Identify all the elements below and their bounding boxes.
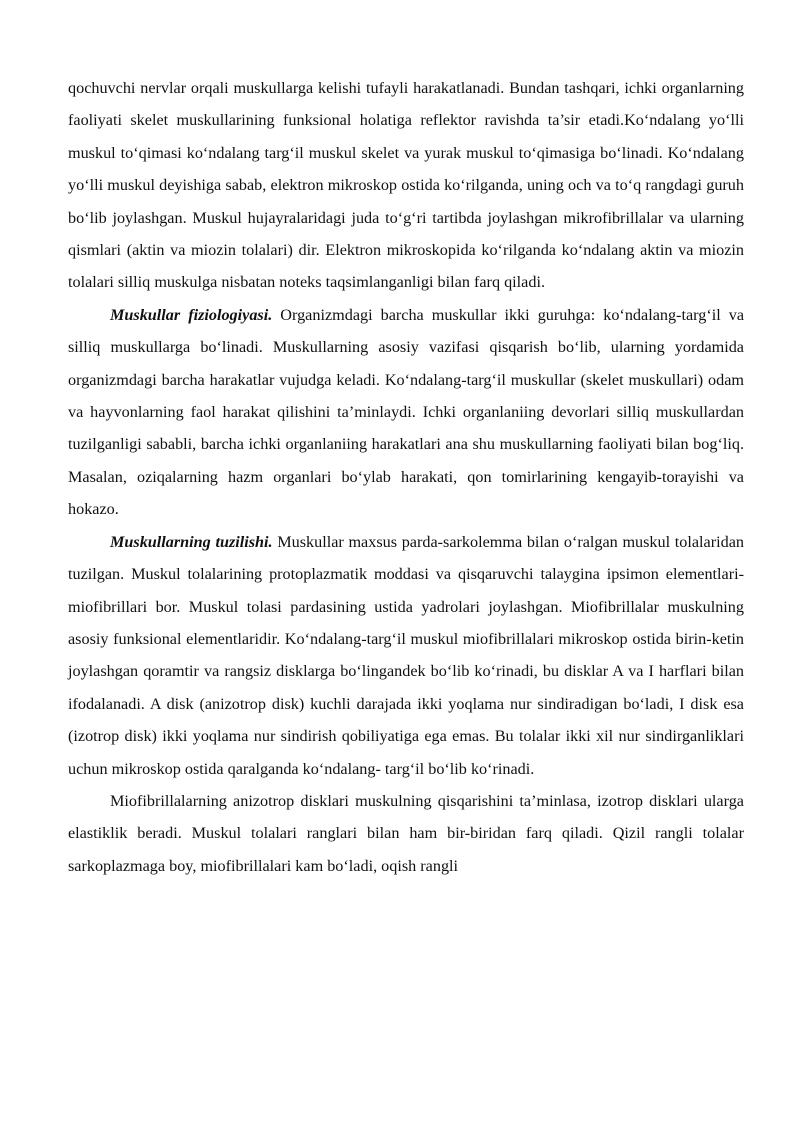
document-page [68, 72, 744, 882]
paragraph-muscle-structure [68, 526, 744, 785]
section-heading-physiology: Muskullar fiziologiyasi. [110, 305, 273, 324]
section-heading-structure: Muskullarning tuzilishi. [110, 532, 273, 551]
paragraph-continuation [68, 72, 744, 299]
paragraph-muscle-physiology [68, 299, 744, 526]
paragraph-text: Muskullar maxsus parda-sarkolemma bilan o‘ralgan muskul tolalaridan tuzilgan. Muskul tolalarining protoplazmatik moddasi va qisqaruvchi talaygina ipsimon elementlari-miofibrillari bor. Muskul tolasi pardasining ustida yadrolari joylashgan. Miofibrillalar muskulning asosiy funksional elementlaridir. Ko‘ndalang-targ‘il muskul miofibrillalari mikroskop ostida birin-ketin joylashgan qoramtir va rangsiz disklarga bo‘lingandek bo‘lib ko‘rinadi, bu disklar A va I harflari bilan ifodalanadi. A disk (anizotrop disk) kuchli darajada ikki yoqlama nur sindiradigan bo‘ladi, I disk esa (izotrop disk) ikki yoqlama nur sindirish qobiliyatiga ega emas. Bu tolalar ikki xil nur sindirganliklari uchun mikroskop ostida qaralganda ko‘ndalang- targ‘il bo‘lib ko‘rinadi. [68, 532, 744, 778]
paragraph-text: Organizmdagi barcha muskullar ikki guruhga: ko‘ndalang-targ‘il va silliq muskullarga bo‘linadi. Muskullarning asosiy vazifasi qisqarish bo‘lib, ularning yordamida organizmdagi barcha harakatlar vujudga keladi. Ko‘ndalang-targ‘il muskullar (skelet muskullari) odam va hayvonlarning faol harakat qilishini ta’minlaydi. Ichki organlaniing devorlari silliq muskullardan tuzilganligi sababli, barcha ichki organlaniing harakatlari ana shu muskullarning faoliyati bilan bog‘liq. Masalan, oziqalarning hazm organlari bo‘ylab harakati, qon tomirlarining kengayib-torayishi va hokazo. [68, 305, 744, 519]
paragraph-text: Miofibrillalarning anizotrop disklari muskulning qisqarishini ta’minlasa, izotrop disklari ularga elastiklik beradi. Muskul tolalari ranglari bilan ham bir-biridan farq qiladi. Qizil rangli tolalar sarkoplazmaga boy, miofibrillalari kam bo‘ladi, oqish rangli [68, 791, 744, 875]
paragraph-text: qochuvchi nervlar orqali muskullarga kelishi tufayli harakatlanadi. Bundan tashqari, ichki organlarning faoliyati skelet muskullarining funksional holatiga reflektor ravishda ta’sir etadi.Ko‘ndalang yo‘lli muskul to‘qimasi ko‘ndalang targ‘il muskul skelet va yurak muskul to‘qimasiga bo‘linadi. Ko‘ndalang yo‘lli muskul deyishiga sabab, elektron mikroskop ostida ko‘rilganda, uning och va to‘q rangdagi guruh bo‘lib joylashgan. Muskul hujayralaridagi juda to‘g‘ri tartibda joylashgan mikrofibrillalar va ularning qismlari (aktin va miozin tolalari) dir. Elektron mikroskopida ko‘rilganda ko‘ndalang aktin va miozin tolalari silliq muskulga nisbatan noteks taqsimlanganligi bilan farq qiladi. [68, 79, 744, 292]
paragraph-myofibrils [68, 785, 744, 882]
